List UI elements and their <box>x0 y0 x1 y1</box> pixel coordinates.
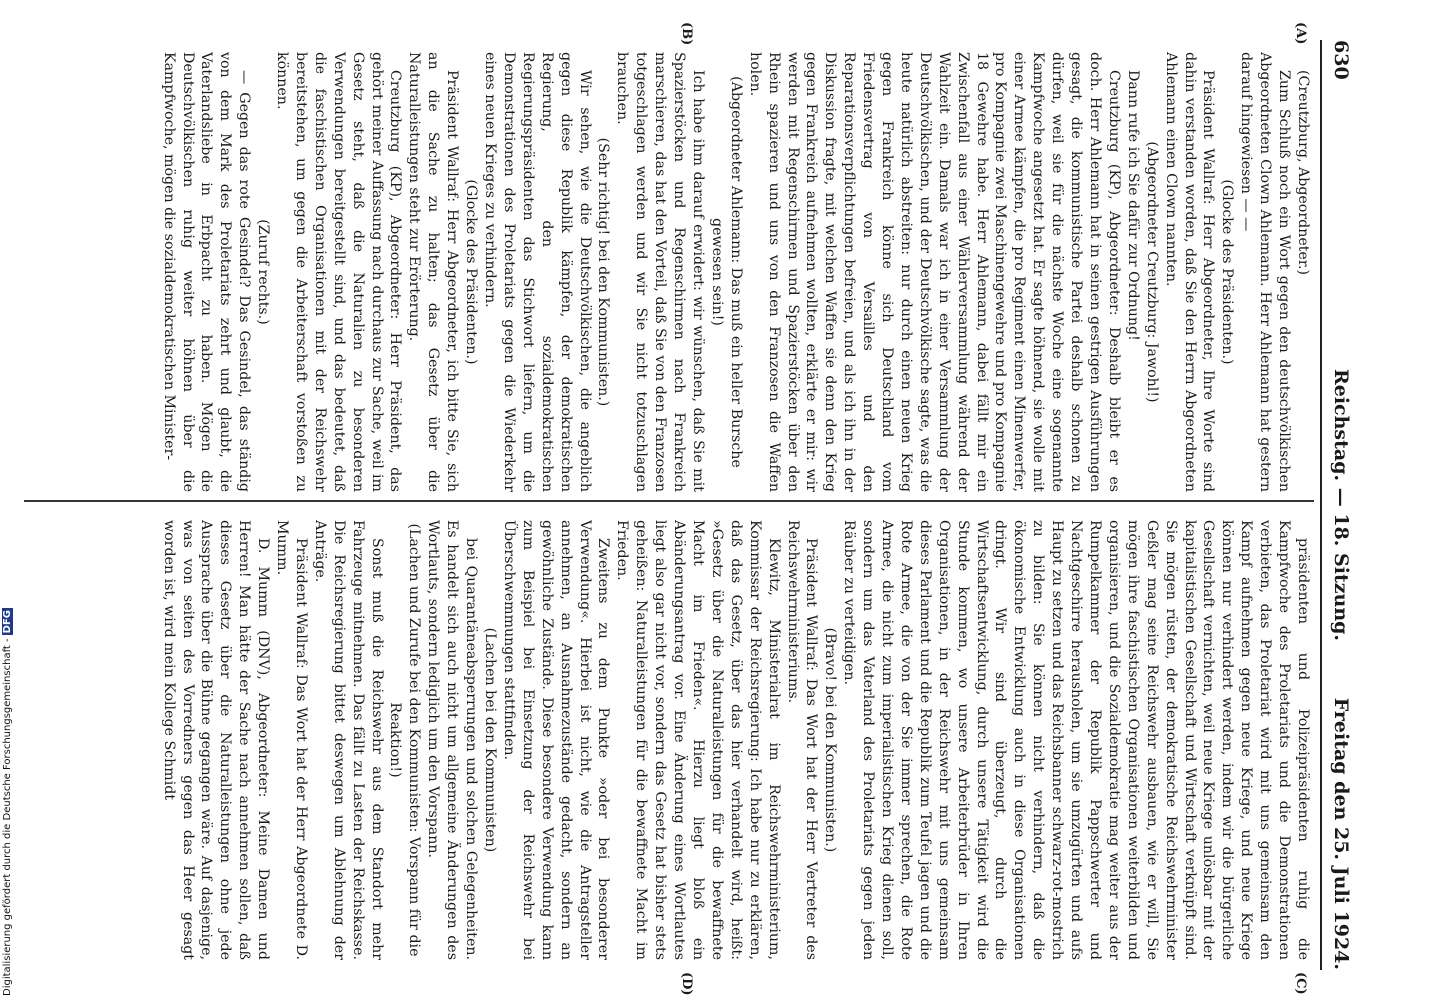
interjection: (Abgeordneter Ahlemann: Das muß ein heller Bursche gewesen sein!) <box>708 76 744 468</box>
right-column <box>12 520 1312 960</box>
paragraph: präsidenten und Polizeipräsidenten ruhig die Kampfwoche des Proletariats und die Demonstrationen verbieten, das Proletariat wird mit uns gemeinsam den Kampf aufnehmen gegen neue Kriege, und neue Kriege können nur verhindert werden, indem wir die bürgerliche Gesellschaft vernichten, weil neue Kriege unlösbar mit der kapitalistischen Gesellschaft und Wirtschaft verknüpft sind. Sie mögen rüsten, der demokratische Reichswehrminister Geßler mag seine Reichswehr ausbauen, wie er will, Sie mögen ihre faschistischen Organisationen weiterbilden und organisieren, und die Sozialdemokratie mag weiter aus der Rumpelkammer der Republik Pappschwerter und Nachtgeschirre herausholen, um sie umzugürten und aufs Haupt zu setzen und das Reichsbanner schwarz-rot-mostrich zu bilden: Sie können nicht verhindern, daß die ökonomische Entwicklung auch in diese Organisationen dringt. Wir sind überzeugt, durch die Wirtschaftsentwicklung, durch unsere Tätigkeit wird die Stunde kommen, wo unsere Arbeiterbrüder in Ihren Organisationen, in der Reichswehr mit uns gemeinsam dieses Parlament und die Republik zum Teufel jagen und die Rote Armee, die von der Sie immer sprechen, die Rote Armee, die nicht zum imperialistischen Krieg dienen soll, sondern um das Vaterland des Proletariats gegen jeden Räuber zu verteidigen. <box>841 520 1311 960</box>
paragraph: Präsident Wallraf: Das Wort hat der Herr Vertreter des Reichswehrministeriums. <box>784 520 820 960</box>
paragraph: Zweitens zu dem Punkte »oder bei besonderer Verwendung«. Hierbei ist nicht, wie die Antragsteller annehmen, an Ausnahmezustände gedacht, sondern an gewöhnliche Zustände. Diese besondere Verwendung kann zum Beispiel bei Einsetzung der Reichswehr bei Überschwemmungen stattfinden. <box>500 520 612 960</box>
page-date: Freitag den 25. Juli 1924. <box>1330 697 1352 970</box>
paragraph: bei Quarantäneabsperrungen und solchen Gelegenheiten. Es handelt sich auch nicht um allgemeine Änderungen des Wortlauts, sondern lediglich um den Vorspann. <box>425 520 480 960</box>
paragraph: (Creutzburg, Abgeordneter.) <box>1295 70 1311 276</box>
margin-mark-d: (D) <box>679 972 694 996</box>
paragraph: — Gegen das rote Gesindel? Das Gesindel, das ständig von dem Mark des Proletariats zehrt und glaubt, die Vaterlandsliebe in Erbpacht zu haben. Mögen die Deutschvölkischen ruhig weiter höhnen über die Kampfwoche, mögen die sozialdemokratischen Minister- <box>160 52 253 492</box>
interjection: (Abgeordneter Creutzburg: Jawohl!) <box>1143 141 1160 403</box>
page-title: Reichstag. — 18. Sitzung. <box>1330 368 1352 642</box>
interjection: (Lachen und Zurufe bei den Kommunisten: Vorspann für die Reaktion!) <box>387 523 423 957</box>
column-divider <box>24 500 1314 502</box>
paragraph: Präsident Wallraf: Herr Abgeordneter, Ihre Worte sind dahin verstanden worden, daß Sie den Herrn Abgeordneten Ahlemann einen Clown nannten. <box>1162 52 1217 492</box>
interjection: (Zuruf rechts.) <box>255 219 272 325</box>
margin-mark-b: (B) <box>679 22 694 46</box>
credit-text: Digitalisierung gefördert durch die Deutsche Forschungsgemeinschaft - <box>2 638 13 996</box>
paragraph: Creutzburg (KP), Abgeordneter: Herr Präsident, das gehört meiner Auffassung nach durchaus zur Sache, weil im Gesetz steht, daß die Naturalien zu besonderen Verwendungen bereitgestellt sind, und das bedeutet, daß die faschistischen Organisationen mit der Reichswehr bereitstehen, um gegen die Arbeiterschaft vorstoßen zu können. <box>274 52 404 492</box>
page-header <box>1324 40 1352 970</box>
paragraph: Ich habe ihm darauf erwidert: wir wünschen, daß Sie mit Spazierstöcken und Regenschirmen nach Frankreich marschieren, das hat den Vorteil, daß Sie von den Franzosen totgeschlagen werden und wir Sie nicht totzuschlagen brauchen. <box>614 52 706 492</box>
paragraph: Wir sehen, wie die Deutschvölkischen, die angeblich gegen diese Republik kämpfen, der demokratischen Regierung, den sozialdemokratischen Regierungspräsidenten das Stichwort liefern, um die Demonstrationen des Proletariats gegen die Wiederkehr eines neuen Krieges zu verhindern. <box>482 52 593 492</box>
dfg-logo: DFG <box>2 610 13 634</box>
margin-mark-a: (A) <box>1293 22 1308 45</box>
interjection: (Bravo! bei den Kommunisten.) <box>822 627 839 853</box>
page-number: 630 <box>1330 40 1352 80</box>
interjection: (Glocke des Präsidenten.) <box>463 179 480 365</box>
paragraph: Creutzburg (KP), Abgeordneter: Deshalb bleibt er es doch. Herr Ahlemann hat in seinen gestrigen Ausführungen gesagt, die kommunistische Partei deshalb schonen zu dürfen, weil sie für die nächste Woche eine sogenannte Kampfwoche angesetzt hat. Er sagte höhnend, sie wolle mit einer Armee kämpfen, die pro Regiment einen Minenwerfer, pro Kompagnie zwei Maschinengewehre und pro Kompagnie 18 Gewehre habe. Herr Ahlemann, dabei fällt mir ein Zwischenfall aus einer Wählerversammlung während der Wahlzeit ein. Damals war ich in einer Versammlung der Deutschvölkischen, und der Deutschvölkische sagte, was die heute natürlich abstreiten: nur durch einen neuen Krieg gegen Frankreich könne sich Deutschland vom Friedensvertrag von Versailles und den Reparationsverpflichtungen befreien, und als ich ihn in der Diskussion fragte, mit welchen Waffen sie denn den Krieg gegen Frankreich aufnehmen wollten, erklärte er mir: wir werden mit Regenschirmen und Spazierstöcken über den Rhein spazieren und uns von den Franzosen die Waffen holen. <box>746 52 1122 492</box>
paragraph: Sonst muß die Reichswehr aus dem Standort mehr Fahrzeuge mitnehmen. Das fällt zu Lasten der Reichskasse. Die Reichsregierung bittet deswegen um Ablehnung der Anträge. <box>311 520 385 960</box>
paragraph: Präsident Wallraf: Das Wort hat der Herr Abgeordnete D. Mumm. <box>274 520 309 960</box>
paragraph: Präsident Wallraf: Herr Abgeordneter, ich bitte Sie, sich an die Sache zu halten; das Gesetz über die Naturalleistungen steht zur Erörterung. <box>406 52 461 492</box>
left-column <box>12 52 1312 492</box>
margin-mark-c: (C) <box>1293 972 1308 995</box>
paragraph: Dann rufe ich Sie dafür zur Ordnung! <box>1124 70 1141 341</box>
interjection: (Glocke des Präsidenten.) <box>1219 179 1236 365</box>
header-rule <box>1321 40 1323 970</box>
paragraph: D. Mumm (DNV), Abgeordneter: Meine Damen und Herren! Man hätte der Sache nach annehmen sollen, daß dieses Gesetz über die Naturalleistungen ohne jede Aussprache über die Bühne gegangen wäre. Auf dasjenige, was von seiten des Vorredners gegen das Heer gesagt worden ist, wird mein Kollege Schmidt <box>160 520 272 960</box>
paragraph: Zum Schluß noch ein Wort gegen den deutschvölkischen Abgeordneten Clown Ahlemann. Herr Ahlemann hat gestern darauf hingewiesen — — <box>1238 52 1293 492</box>
interjection: (Lachen bei den Kommunisten) <box>482 627 499 853</box>
paragraph: Klewitz, Ministerialrat im Reichswehrministerium, Kommissar der Reichsregierung: Ich habe nur zu erklären, daß das Gesetz, über das hier verhandelt wird, heißt: »Gesetz über die Naturalleistungen für die bewaffnete Macht im Frieden«. Hierzu liegt bloß ein Abänderungsantrag vor. Eine Änderung eines Wortlautes liegt also gar nicht vor, sondern das Gesetz hat bisher stets geheißen: Naturalleistungen für die bewaffnete Macht im Frieden. <box>614 520 782 960</box>
interjection: (Sehr richtig! bei den Kommunisten.) <box>595 137 612 407</box>
